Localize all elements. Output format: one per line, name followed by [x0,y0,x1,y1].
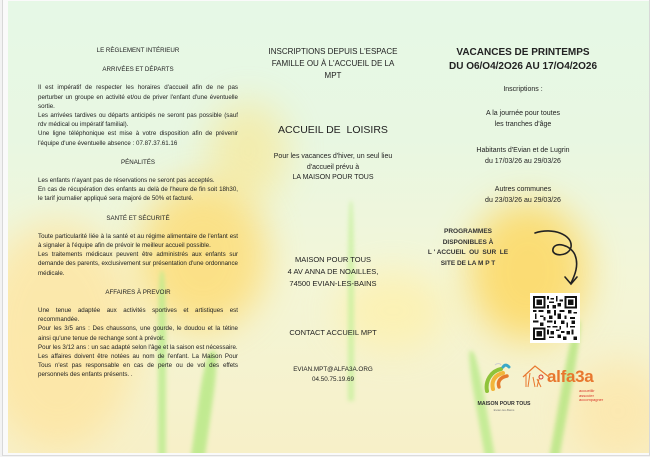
address-line: MAISON POUR TOUS [295,255,371,264]
alfa3a-tagline: accompagner [579,397,604,403]
mpt-logo-icon [479,361,519,399]
paragraph: Les affaires doivent être notées au nom de l'enfant. La Maison Pour Tous n'est pas responsable en cas de perte ou de vol des effets personnels des enfants présents. . [38,353,238,379]
accueil-title: ACCUEIL DE LOISIRS [278,124,388,136]
section-heading-affaires: AFFAIRES À PREVOIR [105,288,171,296]
printemps-title: VACANCES DE PRINTEMPS [456,47,590,58]
contact-title: CONTACT ACCUEIL MPT [289,328,377,337]
programmes-line: DISPONIBLES À [442,238,494,246]
mpt-logo-subtext: Evian-les-Bains [493,408,515,412]
panel-printemps [423,1,623,453]
inscriptions-info: INSCRIPTIONS DEPUIS L'ESPACE FAMILLE OU À L'ACCUEIL DE LA MPT [268,47,398,80]
paragraph: Les enfants n'ayant pas de réservations ne seront pas acceptés. [38,177,215,185]
qr-code-icon [533,296,577,340]
inscriptions-label: Inscriptions : [503,86,543,93]
brochure-page [8,1,649,453]
qr-code[interactable] [530,293,580,343]
panel-accueil [253,1,413,453]
paragraph: Une ligne téléphonique est mise à votre disposition afin de prévenir l'équipe d'une éventuelle absence : 07.87.37.61.16 [38,130,238,147]
section-heading-arrivees: ARRIVÉES ET DÉPARTS [102,66,174,74]
hiver-line: LA MAISON POUR TOUS [292,174,374,181]
habitants-line: Habitants d'Evian et de Lugrin [476,147,570,154]
alfa3a-tagline: associer [579,392,594,398]
hiver-line: d'accueil prévu à [306,163,360,171]
autres-dates: du 23/03/26 au 29/03/26 [485,196,561,204]
paragraph: Il est impératif de respecter les horaires d'accueil afin de ne pas perturber un groupe en activité et/ou de priver l'enfant d'une éventuelle sortie. [38,84,238,110]
address-line: 74500 EVIAN-LES-BAINS [289,279,377,288]
hiver-line: Pour les vacances d'hiver, un seul lieu [273,153,393,160]
logo-alfa3a [521,361,621,416]
paragraph: Les traitements médicaux peuvent être administrés aux enfants sur demande des parents, exclusivement sur présentation d'une ordonnance médicale. [38,251,238,277]
phone-number: 04.50.75.19.69 [311,376,355,383]
paragraph: Pour les 3/5 ans : Des chaussons, une gourde, le doudou et la tétine ainsi qu'une tenue de rechange sont à prévoir. [38,325,238,342]
paragraph: Pour les 3/12 ans : un sac adapté selon l'âge et la saison est nécessaire. [38,343,238,351]
programmes-line: L ' ACCUEIL OU SUR LE [427,249,509,256]
alfa3a-logo-text: alfa3a [547,367,594,386]
section-heading-sante: SANTÉ ET SÉCURITÉ [106,214,170,222]
reglement-title: LE RÈGLEMENT INTÉRIEUR [96,47,180,54]
programmes-line: SITE DE LA M P T [440,259,496,267]
programmes-line: PROGRAMMES [443,228,493,235]
printemps-dates: DU O6/O4/2O26 AU 17/O4/2O26 [448,61,598,72]
paragraph: Les arrivées tardives ou départs anticipés ne seront pas possible (sauf rdv médical ou impératif familial). [38,112,238,129]
journee-line: A la journée pour toutes [486,110,560,117]
journee-line: les tranches d'âge [494,120,552,128]
email-link[interactable]: EVIAN.MPT@ALFA3A.ORG [293,366,373,373]
paragraph: En cas de récupération des enfants au delà de l'heure de fin soit 18h30, le tarif journalier appliqué sera majoré de 50% et facturé. [38,186,238,203]
panel-reglement [38,1,238,453]
autres-line: Autres communes [494,186,552,193]
curly-arrow-icon [533,229,588,289]
habitants-dates: du 17/03/26 au 29/03/26 [485,157,561,165]
mpt-logo-text: MAISON POUR TOUS [477,401,531,407]
alfa3a-tagline: accueillir [579,388,595,393]
paragraph: Toute particularité liée à la santé et au régime alimentaire de l'enfant est à signaler à l'équipe afin de prévoir le meilleur accueil possible. [38,232,238,250]
section-heading-penalites: PÉNALITÉS [120,158,156,166]
paragraph: Une tenue adaptée aux activités sportives et artistiques est recommandée. [38,307,238,324]
address-line: 4 AV ANNA DE NOAILLES, [287,267,379,276]
